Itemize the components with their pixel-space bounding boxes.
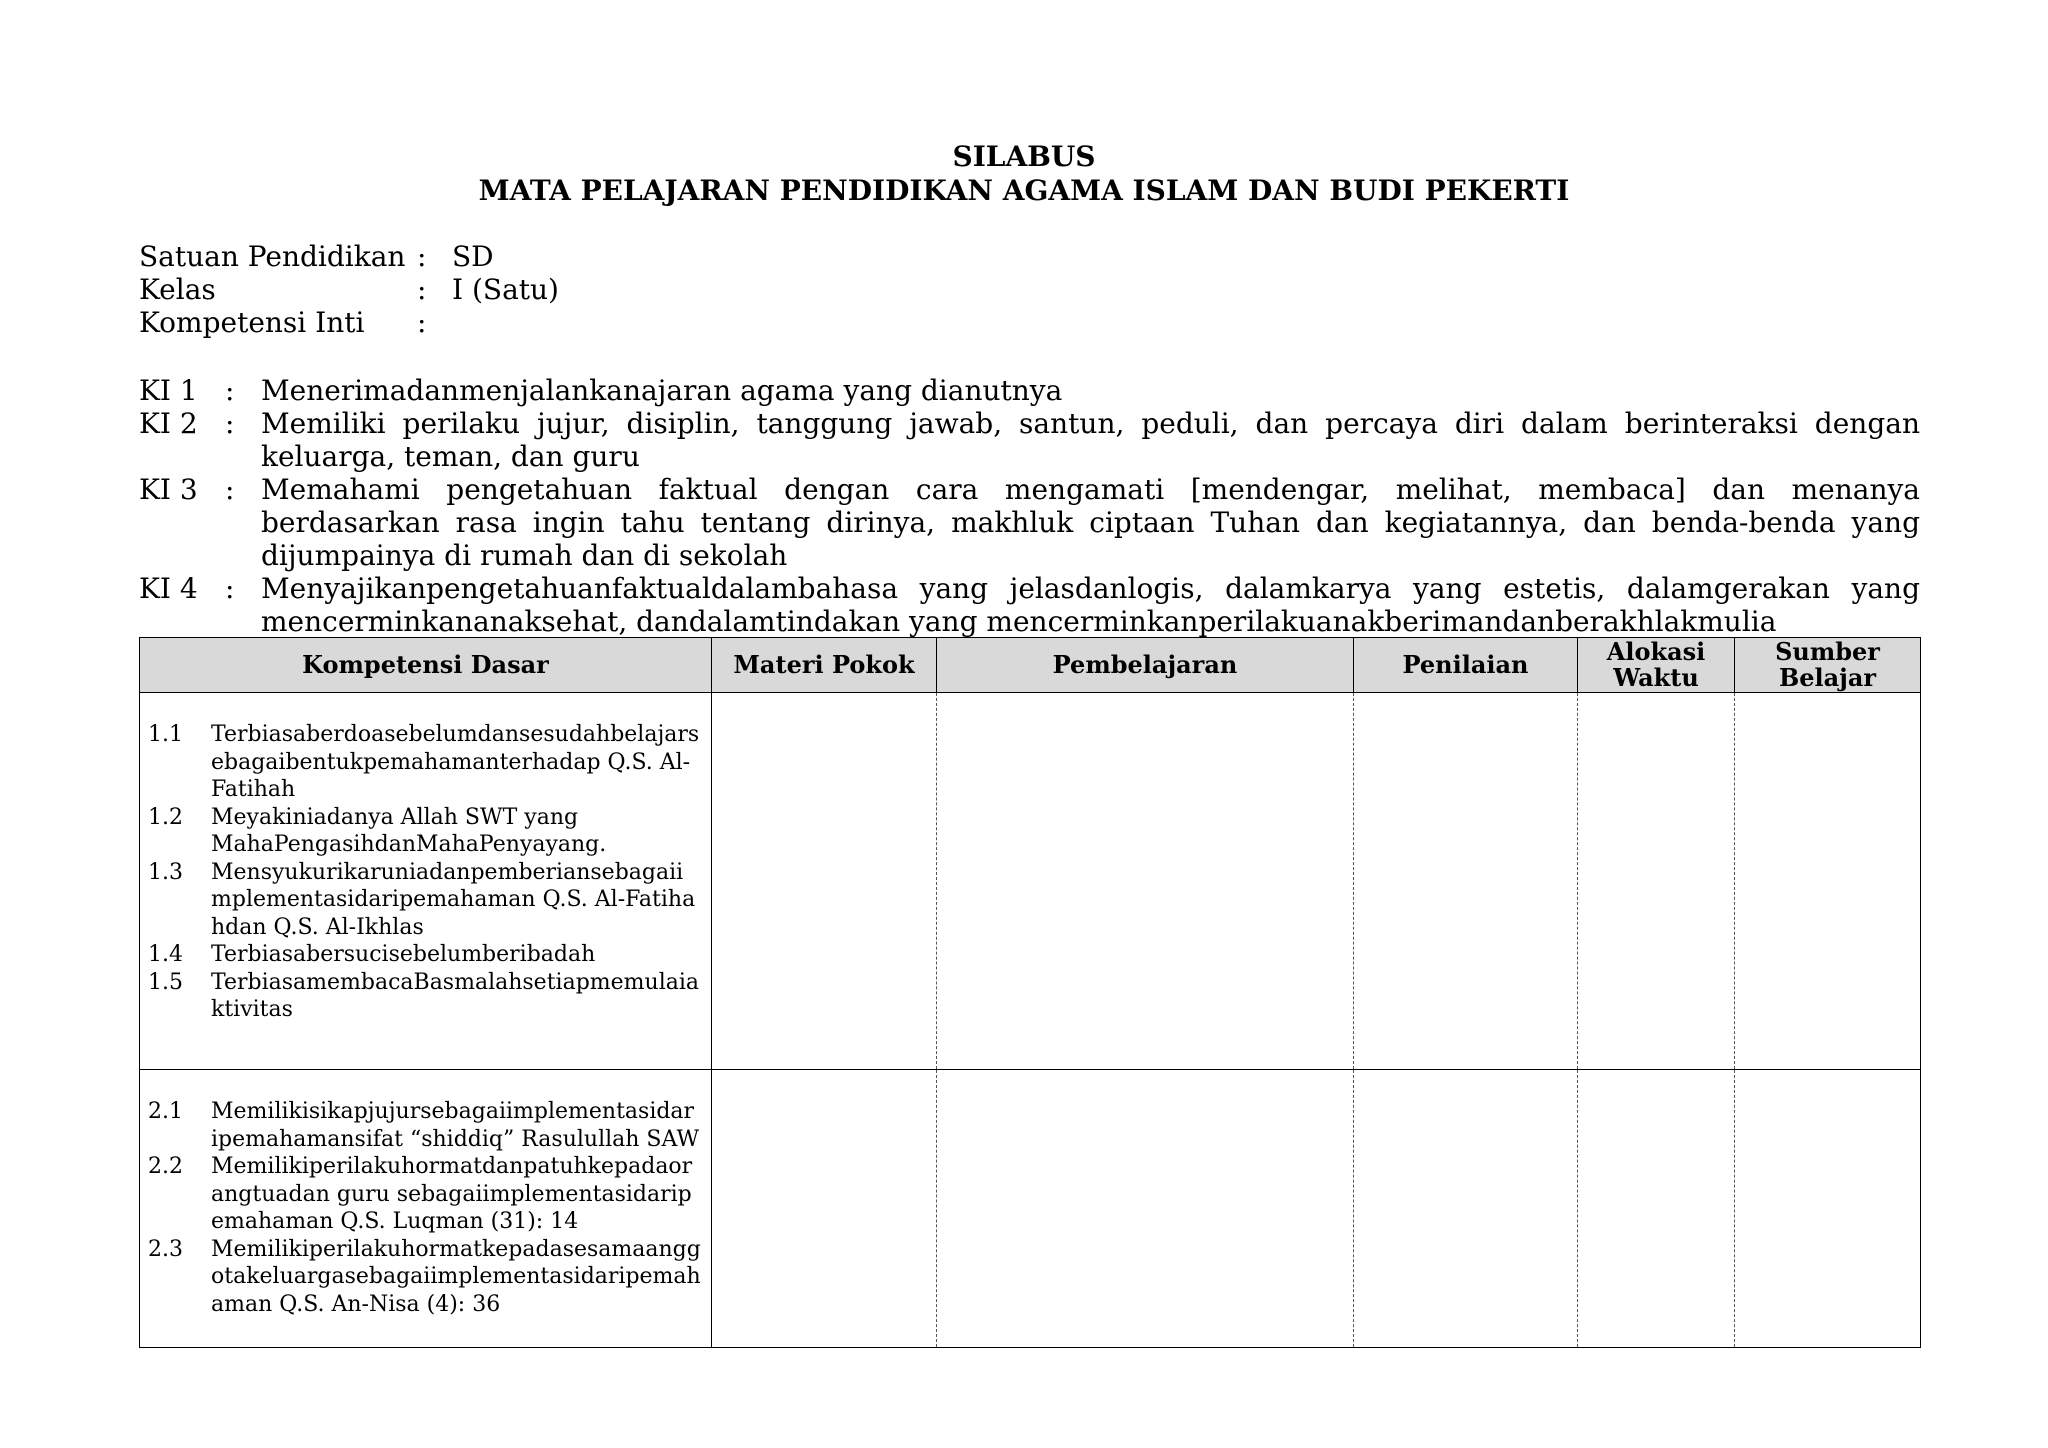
header-line: Waktu: [1613, 663, 1699, 692]
kd-text: Memilikiperilakuhormatdanpatuhkepadaorangtuadan guru sebagaiimplementasidaripemahaman Q.S. Luqman (31): 14: [211, 1154, 693, 1234]
kd-text: Terbiasaberdoasebelumdansesudahbelajarsebagaibentukpemahamanterhadap Q.S. Al-Fatihah: [211, 722, 700, 802]
ki-label: KI 1: [139, 374, 198, 407]
ki-text: [261, 572, 1920, 638]
kd-list: [140, 693, 711, 1024]
kd-number: 2.2: [148, 1154, 183, 1179]
ki-colon: :: [225, 374, 235, 407]
meta-label: Satuan Pendidikan: [139, 240, 406, 273]
kompetensi-inti-list: [139, 374, 1920, 638]
kd-text: Terbiasabersucisebelumberibadah: [211, 942, 596, 967]
kd-number: 1.2: [148, 804, 183, 830]
list-item: [148, 859, 701, 942]
header-pembelajaran: Pembelajaran: [937, 638, 1354, 693]
header-materi-pokok: Materi Pokok: [712, 638, 937, 693]
table-row: [140, 1070, 1921, 1348]
kd-number: 1.5: [148, 969, 183, 995]
ki-text: Menerimadanmenjalankanajaran agama yang dianutnya: [261, 374, 1063, 407]
ki-colon: :: [225, 407, 235, 440]
sumber-belajar-cell: [1735, 693, 1921, 1070]
meta-colon: :: [417, 306, 427, 339]
kd-number: 1.1: [148, 722, 183, 747]
header-line: Belajar: [1778, 663, 1877, 692]
ki-text: Memahami pengetahuan faktual dengan cara mengamati [mendengar, melihat, membaca] dan menanya berdasarkan rasa ingin tahu tentang dirinya, makhluk ciptaan Tuhan dan kegiatannya, dan benda-benda yang dijumpainya di rumah dan di sekolah: [261, 473, 1920, 572]
meta-row-kompetensi-inti: [139, 306, 559, 339]
kd-text: TerbiasamembacaBasmalahsetiapmemulaiaktivitas: [211, 969, 699, 1022]
kd-text: Memilikisikapjujursebagaiimplementasidaripemahamansifat “shiddiq” Rasulullah SAW: [211, 1099, 700, 1152]
alokasi-waktu-cell: [1578, 693, 1735, 1070]
table-header-row: [140, 638, 1921, 693]
meta-value: I (Satu): [452, 273, 559, 306]
meta-label: Kompetensi Inti: [139, 306, 365, 339]
pembelajaran-cell: [937, 1070, 1354, 1348]
meta-row-kelas: [139, 273, 559, 306]
kd-number: 1.3: [148, 859, 183, 885]
meta-colon: :: [417, 240, 427, 273]
kd-cell: [140, 1070, 712, 1348]
document-subtitle: MATA PELAJARAN PENDIDIKAN AGAMA ISLAM DAN BUDI PEKERTI: [478, 174, 1570, 207]
header-kompetensi-dasar: Kompetensi Dasar: [140, 638, 712, 693]
list-item: [148, 721, 701, 804]
list-item: [148, 804, 701, 859]
ki-text-line: mencerminkananaksehat, dandalamtindakan yang mencerminkanperilakuanakberimandanberakhlakmulia: [261, 605, 1777, 638]
kd-number: 1.4: [148, 942, 183, 967]
pembelajaran-cell: [937, 693, 1354, 1070]
list-item: [148, 941, 701, 969]
ki-colon: :: [225, 572, 235, 605]
ki-colon: :: [225, 473, 235, 506]
header-line: Alokasi: [1606, 637, 1706, 666]
document-title: SILABUS: [952, 140, 1096, 173]
kd-text: Mensyukurikaruniadanpemberiansebagaiimplementasidaripemahaman Q.S. Al-Fatihahdan Q.S. Al-Ikhlas: [211, 859, 696, 940]
materi-pokok-cell: [712, 693, 937, 1070]
ki-text: Memiliki perilaku jujur, disiplin, tanggung jawab, santun, peduli, dan percaya diri dalam berinteraksi dengan keluarga, teman, dan guru: [261, 407, 1920, 473]
ki-text-line: Menyajikanpengetahuanfaktualdalambahasa yang jelasdanlogis, dalamkarya yang estetis, dalamgerakan yang: [261, 572, 1920, 605]
penilaian-cell: [1354, 693, 1578, 1070]
document-title-block: [0, 140, 2048, 208]
ki-item-3: [139, 473, 1920, 572]
alokasi-waktu-cell: [1578, 1070, 1735, 1348]
penilaian-cell: [1354, 1070, 1578, 1348]
meta-info: [139, 240, 559, 339]
kd-text: Memilikiperilakuhormatkepadasesamaanggotakeluargasebagaiimplementasidaripemahaman Q.S. An-Nisa (4): 36: [211, 1236, 701, 1317]
kd-number: 2.3: [148, 1236, 183, 1262]
meta-row-satuan: [139, 240, 559, 273]
header-penilaian: Penilaian: [1354, 638, 1578, 693]
meta-label: Kelas: [139, 273, 216, 306]
ki-item-4: [139, 572, 1920, 638]
kd-cell: [140, 693, 712, 1070]
table-row: [140, 693, 1921, 1070]
header-line: Sumber: [1775, 637, 1880, 666]
list-item: [148, 1236, 701, 1319]
list-item: [148, 1098, 701, 1153]
ki-label: KI 2: [139, 407, 198, 440]
kd-text: Meyakiniadanya Allah SWT yang MahaPengasihdanMahaPenyayang.: [211, 804, 607, 857]
ki-label: KI 4: [139, 572, 198, 605]
kd-list: [140, 1070, 711, 1318]
meta-colon: :: [417, 273, 427, 306]
ki-item-2: [139, 407, 1920, 473]
ki-label: KI 3: [139, 473, 198, 506]
syllabus-table: [139, 637, 1921, 1348]
materi-pokok-cell: [712, 1070, 937, 1348]
meta-value: SD: [452, 240, 494, 273]
list-item: [148, 969, 701, 1024]
sumber-belajar-cell: [1735, 1070, 1921, 1348]
list-item: [148, 1153, 701, 1236]
kd-number: 2.1: [148, 1099, 183, 1124]
header-sumber-belajar: [1735, 638, 1921, 693]
ki-item-1: [139, 374, 1920, 407]
header-alokasi-waktu: [1578, 638, 1735, 693]
